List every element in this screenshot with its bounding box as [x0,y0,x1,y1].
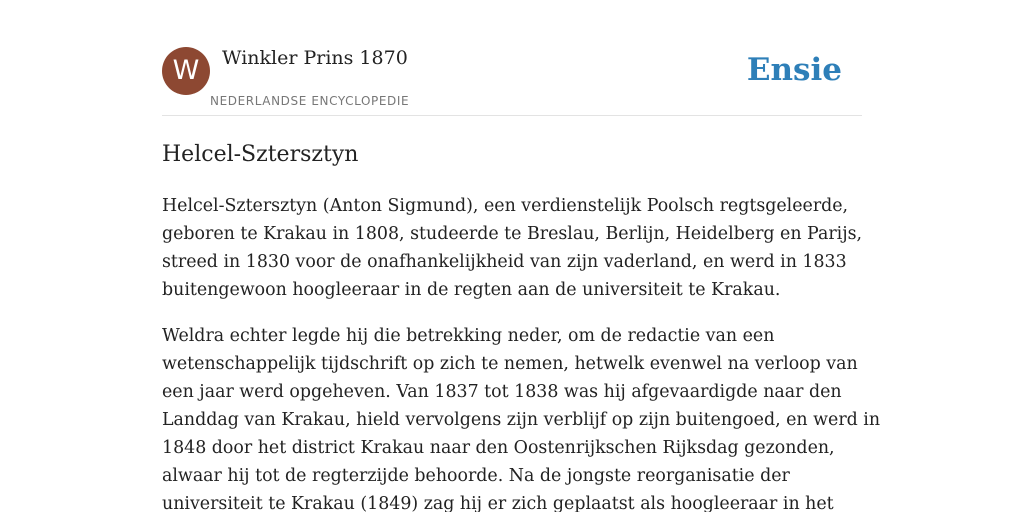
article-line: buitengewoon hoogleeraar in de regten aan de universiteit te Krakau. [162,280,781,300]
article-line: universiteit te Krakau (1849) zag hij er zich geplaatst als hoogleeraar in het [162,494,834,512]
article-line: 1848 door het district Krakau naar den Oostenrijkschen Rijksdag gezonden, [162,438,835,458]
source-title-link[interactable]: Winkler Prins 1870 [222,47,408,69]
article-line: alwaar hij tot de regterzijde behoorde. Na de jongste reorganisatie der [162,466,790,486]
article-line: geboren te Krakau in 1808, studeerde te Breslau, Berlijn, Heidelberg en Parijs, [162,224,863,244]
article-paragraph [162,192,862,304]
brand-logo-link[interactable]: Ensie [746,52,842,88]
source-subtitle: NEDERLANDSE ENCYCLOPEDIE [210,94,410,108]
header [162,0,862,116]
entry-title: Helcel-Sztersztyn [162,142,359,167]
page [162,0,881,512]
article-line: Weldra echter legde hij die betrekking neder, om de redactie van een [162,326,775,346]
article-line: een jaar werd opgeheven. Van 1837 tot 1838 was hij afgevaardigde naar den [162,382,842,402]
article-paragraph [162,322,881,512]
article-line: wetenschappelijk tijdschrift op zich te nemen, hetwelk evenwel na verloop van [162,354,858,374]
article-line: Helcel-Sztersztyn (Anton Sigmund), een verdienstelijk Poolsch regtsgeleerde, [162,196,849,216]
article-body [162,192,881,512]
article-line: streed in 1830 voor de onafhankelijkheid van zijn vaderland, en werd in 1833 [162,252,847,272]
avatar[interactable]: W [162,47,210,95]
article-line: Landdag van Krakau, hield vervolgens zijn verblijf op zijn buitengoed, en werd in [162,410,881,430]
